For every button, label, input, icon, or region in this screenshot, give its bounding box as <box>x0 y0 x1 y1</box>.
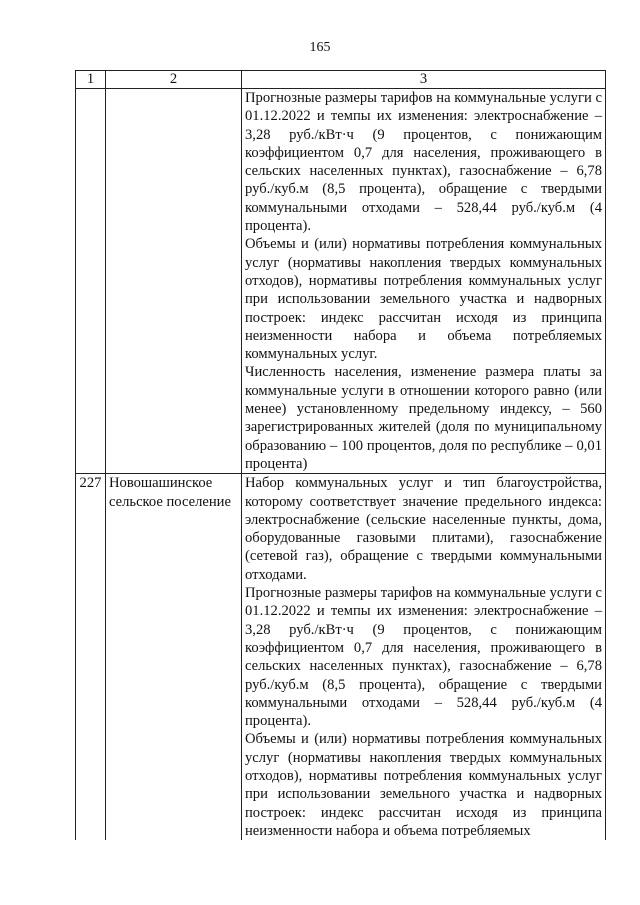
row-number <box>76 89 106 474</box>
page-number: 165 <box>309 40 331 55</box>
table-header-row <box>76 71 606 89</box>
description-paragraph: Объемы и (или) нормативы потребления коммунальных услуг (нормативы накопления твердых коммунальных отходов), нормативы потребления коммунальных услуг при использовании земельного участка и надворных построек: индекс рассчитан исходя из принципа неизменности набора и объема потребляемых <box>245 731 602 839</box>
description-paragraph: Численность населения, изменение размера платы за коммунальные услуги в отношении которого равно (или менее) установленному предельному индексу, – 560 зарегистрированных жителей (доля по муниципальному образованию – 100 процентов, доля по республике – 0,01 процента) <box>245 364 602 472</box>
column-header-municipality: 2 <box>106 71 242 89</box>
description-cell <box>242 89 606 474</box>
description-paragraph: Объемы и (или) нормативы потребления коммунальных услуг (нормативы накопления твердых коммунальных отходов), нормативы потребления коммунальных услуг при использовании земельного участка и надворных построек: индекс рассчитан исходя из принципа неизменности набора и объема потребляемых коммунальных услуг. <box>245 236 602 363</box>
tariff-table <box>75 70 606 840</box>
description-paragraph: Прогнозные размеры тарифов на коммунальные услуги с 01.12.2022 и темпы их изменения: электроснабжение – 3,28 руб./кВт·ч (9 процентов, с понижающим коэффициентом 0,7 для населения, проживающего в сельских населенных пунктах), газоснабжение – 6,78 руб./куб.м (8,5 процента), обращение с твердыми коммунальными отходами – 528,44 руб./куб.м (4 процента). <box>245 585 602 730</box>
description-paragraph: Прогнозные размеры тарифов на коммунальные услуги с 01.12.2022 и темпы их изменения: электроснабжение – 3,28 руб./кВт·ч (9 процентов, с понижающим коэффициентом 0,7 для населения, проживающего в сельских населенных пунктах), газоснабжение – 6,78 руб./куб.м (8,5 процента), обращение с твердыми коммунальными отходами – 528,44 руб./куб.м (4 процента). <box>245 90 602 235</box>
column-header-description: 3 <box>242 71 606 89</box>
column-header-number: 1 <box>76 71 106 89</box>
table-row <box>76 474 606 840</box>
row-number: 227 <box>76 474 106 840</box>
description-paragraph: Набор коммунальных услуг и тип благоустройства, которому соответствует значение предельного индекса: электроснабжение (сельские населенные пункты, дома, оборудованные газовыми плитами), газоснабжение (сетевой газ), обращение с твердыми коммунальными отходами. <box>245 475 602 583</box>
table-row <box>76 89 606 474</box>
description-cell <box>242 474 606 840</box>
municipality-name <box>106 89 242 474</box>
municipality-name: Новошашинское сельское поселение <box>106 474 242 840</box>
